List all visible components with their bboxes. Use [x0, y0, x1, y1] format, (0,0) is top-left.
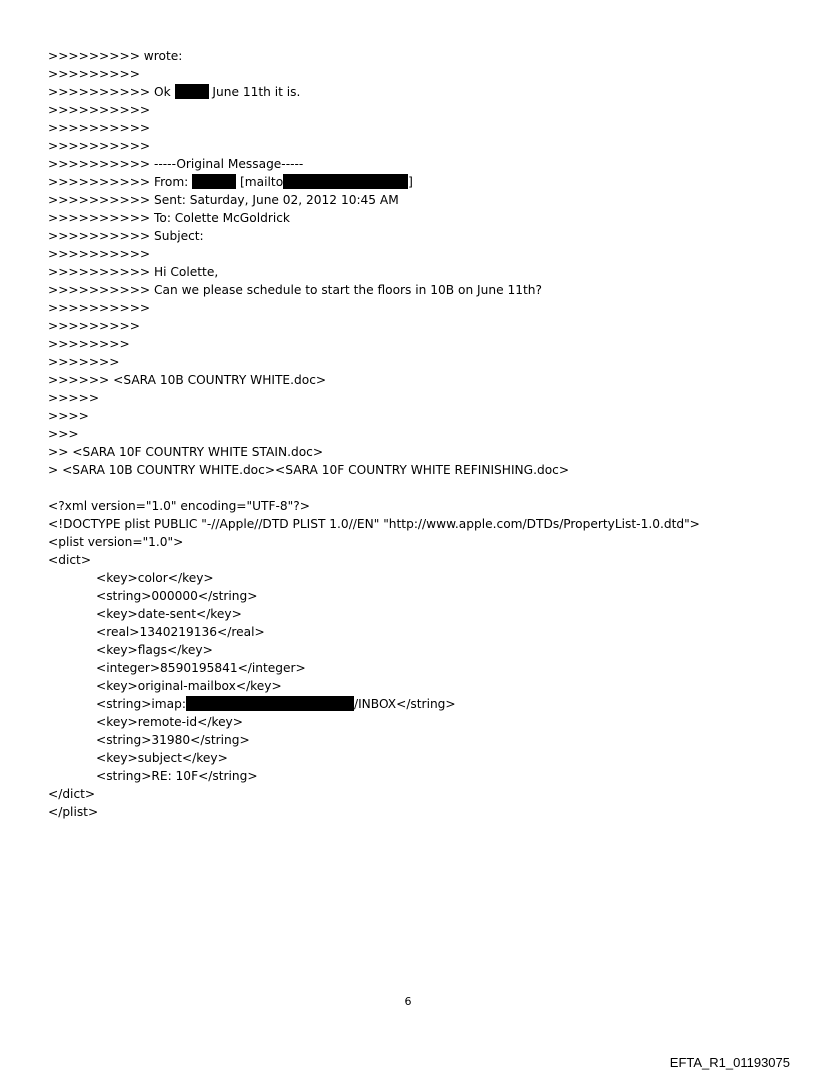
- email-line-text: >>>>>>>>>> Ok: [48, 85, 171, 99]
- email-line: >>>>>>>>>: [48, 319, 140, 333]
- plist-line: <?xml version="1.0" encoding="UTF-8"?>: [48, 499, 310, 513]
- email-line-text: ]: [408, 175, 413, 189]
- email-line: >>>>>>>>>>: [48, 139, 151, 153]
- email-line: >>>>>> <SARA 10B COUNTRY WHITE.doc>: [48, 373, 327, 387]
- email-line: >> <SARA 10F COUNTRY WHITE STAIN.doc>: [48, 445, 324, 459]
- plist-line: </plist>: [48, 805, 99, 819]
- email-line: >>>>>>>>>> -----Original Message-----: [48, 157, 304, 171]
- email-line-text: >>>>>>>>>> From:: [48, 175, 189, 189]
- plist-line: <integer>8590195841</integer>: [96, 661, 306, 675]
- email-line: [48, 83, 788, 101]
- email-line: >>>>>>>>>> Subject:: [48, 229, 204, 243]
- plist-line: <string>31980</string>: [96, 733, 250, 747]
- email-line: >>>>: [48, 409, 89, 423]
- email-line: >>>>>>>>>> Hi Colette,: [48, 265, 219, 279]
- email-line: >>>>>>>>>> Sent: Saturday, June 02, 2012 10:45 AM: [48, 193, 399, 207]
- plist-line-text: <string>imap:: [96, 697, 186, 711]
- plist-line: <key>remote-id</key>: [96, 715, 243, 729]
- email-line: >>>>>>>>>> To: Colette McGoldrick: [48, 211, 290, 225]
- page-number: 6: [404, 995, 412, 1008]
- plist-line: <key>subject</key>: [96, 751, 228, 765]
- document-body: [48, 47, 788, 821]
- email-line: >>>>>>>>>>: [48, 103, 151, 117]
- plist-line: <string>RE: 10F</string>: [96, 769, 258, 783]
- plist-line: </dict>: [48, 787, 96, 801]
- plist-line: <string>000000</string>: [96, 589, 258, 603]
- paragraph-gap: [48, 479, 788, 497]
- plist-line: <key>date-sent</key>: [96, 607, 242, 621]
- email-line: >>>>>>>>>: [48, 67, 140, 81]
- redaction-box: [175, 84, 209, 99]
- email-line: >>>: [48, 427, 79, 441]
- email-line: >>>>>>>: [48, 355, 120, 369]
- plist-line: <plist version="1.0">: [48, 535, 184, 549]
- plist-line-text: /INBOX</string>: [353, 697, 456, 711]
- document-id: EFTA_R1_01193075: [669, 1055, 790, 1070]
- email-line: >>>>>>>>>>: [48, 121, 151, 135]
- plist-line: <key>original-mailbox</key>: [96, 679, 282, 693]
- plist-line: [48, 695, 788, 713]
- plist-line: <!DOCTYPE plist PUBLIC "-//Apple//DTD PLIST 1.0//EN" "http://www.apple.com/DTDs/PropertyList-1.0.dtd">: [48, 517, 700, 531]
- email-line: >>>>>>>>>>: [48, 247, 151, 261]
- redaction-box: [192, 174, 236, 189]
- plist-line: <dict>: [48, 553, 92, 567]
- email-line: > <SARA 10B COUNTRY WHITE.doc><SARA 10F COUNTRY WHITE REFINISHING.doc>: [48, 463, 570, 477]
- email-line: >>>>>>>>>> Can we please schedule to start the floors in 10B on June 11th?: [48, 283, 542, 297]
- plist-line: <key>color</key>: [96, 571, 214, 585]
- email-line: >>>>>>>>: [48, 337, 130, 351]
- email-line: >>>>>>>>>>: [48, 301, 151, 315]
- email-line: >>>>>>>>> wrote:: [48, 49, 183, 63]
- redaction-box: [186, 696, 354, 711]
- plist-line: <key>flags</key>: [96, 643, 213, 657]
- email-line: >>>>>: [48, 391, 100, 405]
- email-line-text: June 11th it is.: [208, 85, 301, 99]
- email-line-text: [mailto: [236, 175, 284, 189]
- plist-line: <real>1340219136</real>: [96, 625, 265, 639]
- email-line: [48, 173, 788, 191]
- redaction-box: [283, 174, 408, 189]
